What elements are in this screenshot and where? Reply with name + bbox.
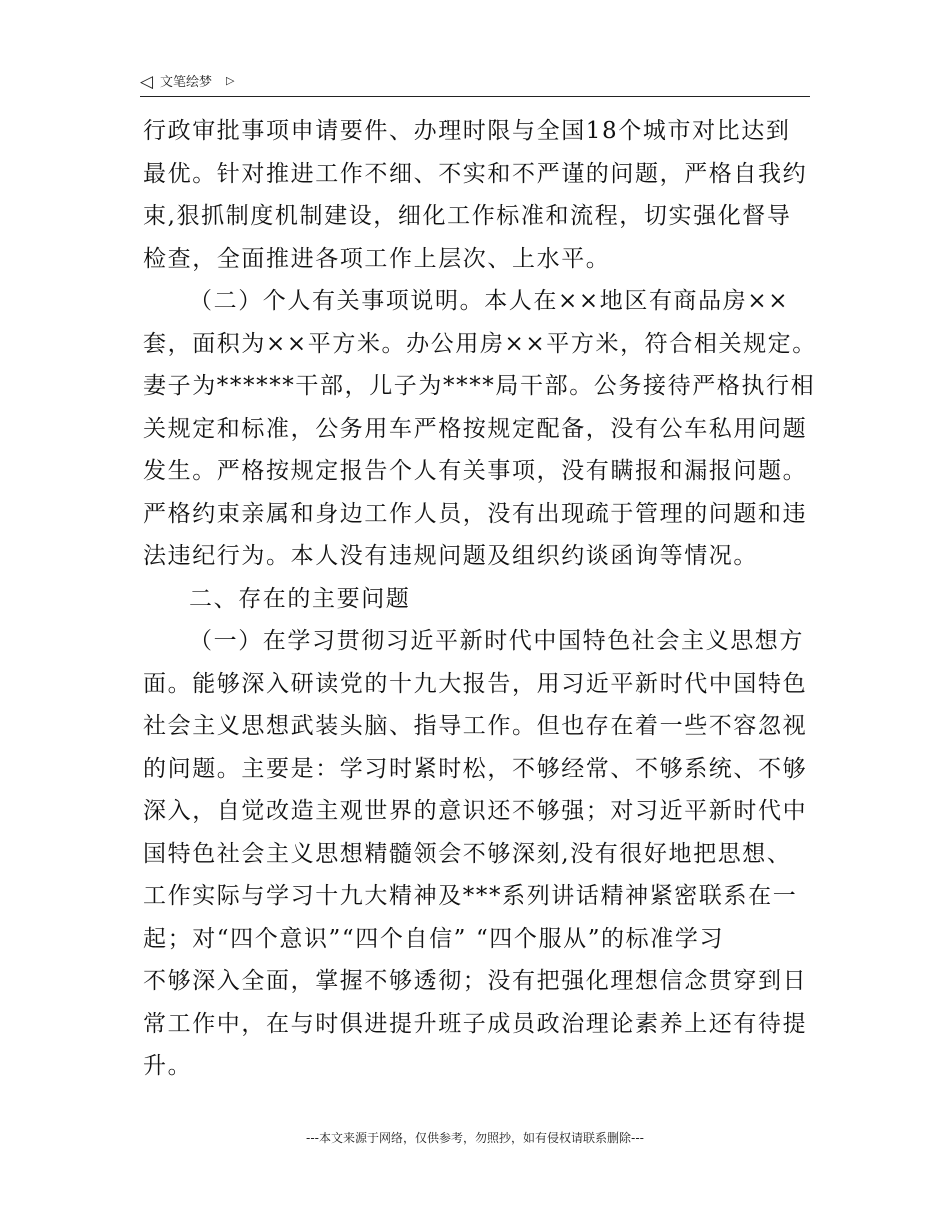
body-line: 起；对“四个意识”“四个自信” “四个服从”的标准学习	[143, 925, 725, 952]
body-line: 检查，全面推进各项工作上层次、上水平。	[143, 245, 611, 272]
body-line: 束,狠抓制度机制建设，细化工作标准和流程，切实强化督导	[143, 203, 792, 229]
body-line: 法违纪行为。本人没有违规问题及组织约谈函询等情况。	[143, 543, 758, 569]
triangle-right-icon: ▷	[226, 74, 235, 87]
body-line: 常工作中，在与时俱进提升班子成员政治理论素养上还有待提	[143, 1010, 808, 1037]
paragraph-start-line: （一）在学习贯彻习近平新时代中国特色社会主义思想方	[189, 628, 804, 654]
body-line: 关规定和标准，公务用车严格按规定配备，没有公车私用问题	[143, 415, 808, 442]
body-line: 套，面积为××平方米。办公用房××平方米，符合相关规定。	[143, 330, 817, 357]
body-line: 妻子为******干部，儿子为****局干部。公务接待严格执行相	[143, 373, 816, 399]
section-heading: 二、存在的主要问题	[189, 585, 411, 612]
footer-disclaimer: ---本文来源于网络，仅供参考，勿照抄，如有侵权请联系删除---	[306, 1131, 644, 1145]
body-line: 深入，自觉改造主观世界的意识还不够强；对习近平新时代中	[143, 798, 808, 824]
body-line: 社会主义思想武装头脑、指导工作。但也存在着一些不容忽视	[143, 713, 808, 739]
body-line: 国特色社会主义思想精髓领会不够深刻,没有很好地把思想、	[143, 840, 792, 867]
body-line: 的问题。主要是：学习时紧时松，不够经常、不够系统、不够	[143, 755, 808, 782]
body-line: 行政审批事项申请要件、办理时限与全国18个城市对比达到	[143, 118, 791, 144]
page-header	[140, 72, 810, 97]
body-line: 严格约束亲属和身边工作人员，没有出现疏于管理的问题和违	[143, 500, 808, 527]
body-line: 面。能够深入研读党的十九大报告，用习近平新时代中国特色	[143, 670, 808, 697]
body-line: 不够深入全面，掌握不够透彻；没有把强化理想信念贯穿到日	[143, 968, 808, 994]
body-line: 发生。严格按规定报告个人有关事项，没有瞒报和漏报问题。	[143, 458, 808, 484]
triangle-left-icon: ◁	[140, 72, 154, 92]
body-line: 工作实际与学习十九大精神及***系列讲话精神紧密联系在一	[143, 883, 798, 909]
body-line: 升。	[143, 1053, 193, 1079]
paragraph-start-line: （二）个人有关事项说明。本人在××地区有商品房××	[189, 288, 790, 314]
body-line: 最优。针对推进工作不细、不实和不严谨的问题，严格自我约	[143, 160, 808, 187]
brand-label: 文笔绘梦	[160, 75, 213, 90]
document-body	[143, 110, 823, 1088]
